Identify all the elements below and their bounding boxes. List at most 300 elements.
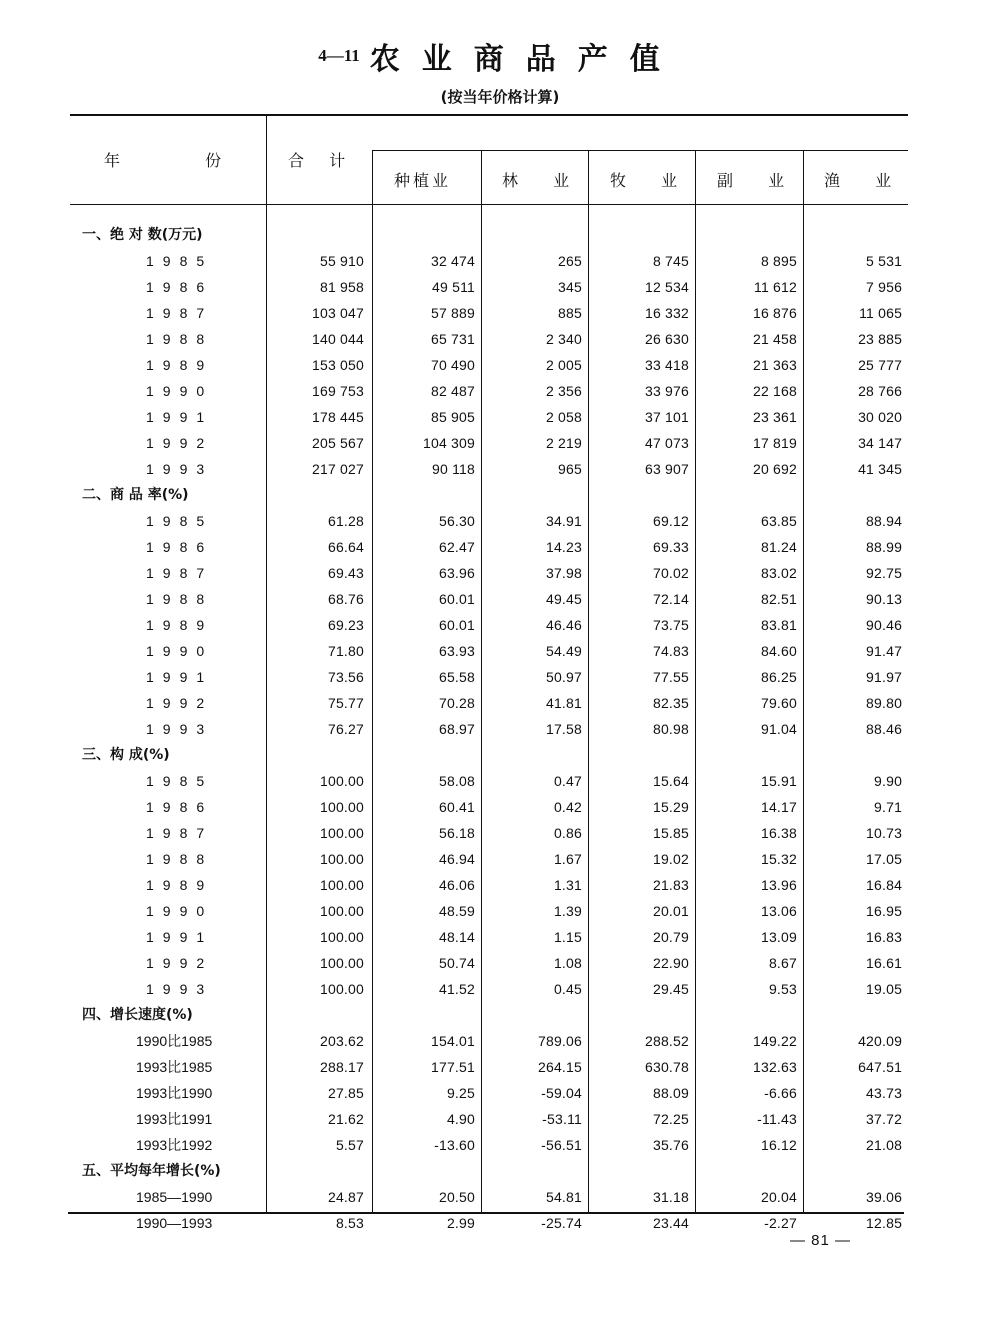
table-row bbox=[70, 248, 908, 274]
body-total-divider bbox=[372, 205, 373, 1212]
cell-fishery: 39.06 bbox=[866, 1189, 903, 1205]
cell-planting: 46.94 bbox=[438, 851, 475, 867]
cell-planting: 50.74 bbox=[438, 955, 475, 971]
cell-planting: 60.01 bbox=[438, 591, 475, 607]
cell-year: 1987 bbox=[146, 825, 214, 841]
cell-husbandry: 31.18 bbox=[652, 1189, 689, 1205]
cell-husbandry: 8 745 bbox=[652, 253, 689, 269]
cell-forestry: 49.45 bbox=[545, 591, 582, 607]
cell-sideline: 20 692 bbox=[752, 461, 797, 477]
cell-fishery: 90.13 bbox=[866, 591, 903, 607]
cell-forestry: 2 219 bbox=[545, 435, 582, 451]
cell-year: 1992 bbox=[146, 955, 214, 971]
cell-husbandry: 15.85 bbox=[652, 825, 689, 841]
cell-fishery: 21.08 bbox=[866, 1137, 903, 1153]
cell-forestry: 965 bbox=[558, 461, 582, 477]
cell-fishery: 10.73 bbox=[866, 825, 903, 841]
cell-year: 1990—1993 bbox=[136, 1215, 213, 1231]
body-year-divider bbox=[266, 205, 267, 1212]
cell-husbandry: 35.76 bbox=[652, 1137, 689, 1153]
cell-total: 169 753 bbox=[311, 383, 364, 399]
cell-year: 1993比1985 bbox=[136, 1059, 213, 1075]
cell-forestry: 17.58 bbox=[545, 721, 582, 737]
page-number: — 81 — bbox=[790, 1232, 852, 1249]
total-column-divider bbox=[372, 150, 373, 204]
cell-total: 69.23 bbox=[327, 617, 364, 633]
cell-husbandry: 12 534 bbox=[644, 279, 689, 295]
table-title bbox=[0, 34, 1000, 78]
year-column-divider bbox=[266, 116, 267, 204]
cell-husbandry: 63 907 bbox=[644, 461, 689, 477]
cell-forestry: 1.08 bbox=[553, 955, 582, 971]
cell-planting: 82 487 bbox=[430, 383, 475, 399]
cell-forestry: 1.67 bbox=[553, 851, 582, 867]
body-planting-divider bbox=[481, 205, 482, 1212]
cell-forestry: 2 340 bbox=[545, 331, 582, 347]
cell-planting: 68.97 bbox=[438, 721, 475, 737]
cell-total: 100.00 bbox=[319, 981, 364, 997]
cell-total: 100.00 bbox=[319, 825, 364, 841]
page-title: 农业商品产值 bbox=[369, 42, 682, 77]
subcolumn-top-rule bbox=[372, 150, 908, 151]
cell-forestry: 46.46 bbox=[545, 617, 582, 633]
cell-total: 100.00 bbox=[319, 903, 364, 919]
cell-year: 1989 bbox=[146, 877, 214, 893]
cell-forestry: 0.47 bbox=[553, 773, 582, 789]
table-row bbox=[70, 456, 908, 482]
cell-year: 1986 bbox=[146, 799, 214, 815]
table-subtitle: (按当年价格计算) bbox=[440, 88, 560, 106]
cell-year: 1989 bbox=[146, 617, 214, 633]
cell-year: 1988 bbox=[146, 331, 214, 347]
cell-forestry: 0.42 bbox=[553, 799, 582, 815]
sideline-column-divider bbox=[803, 150, 804, 204]
cell-year: 1989 bbox=[146, 357, 214, 373]
cell-planting: 60.01 bbox=[438, 617, 475, 633]
table-number: 4—11 bbox=[318, 46, 360, 65]
table-row bbox=[70, 274, 908, 300]
cell-year: 1986 bbox=[146, 539, 214, 555]
cell-year: 1990 bbox=[146, 643, 214, 659]
cell-planting: 20.50 bbox=[438, 1189, 475, 1205]
cell-forestry: 1.39 bbox=[553, 903, 582, 919]
table-row bbox=[70, 950, 908, 976]
table-row bbox=[70, 1132, 908, 1158]
cell-total: 27.85 bbox=[327, 1085, 364, 1101]
cell-planting: 49 511 bbox=[432, 279, 475, 295]
cell-year: 1990 bbox=[146, 903, 214, 919]
table-row bbox=[70, 352, 908, 378]
cell-husbandry: 74.83 bbox=[652, 643, 689, 659]
table-row bbox=[70, 794, 908, 820]
cell-total: 24.87 bbox=[327, 1189, 364, 1205]
cell-forestry: -25.74 bbox=[541, 1215, 582, 1231]
section-header-row bbox=[70, 482, 908, 508]
cell-husbandry: 15.29 bbox=[652, 799, 689, 815]
cell-total: 100.00 bbox=[319, 851, 364, 867]
header-planting: 种植业 bbox=[394, 171, 452, 190]
cell-husbandry: 16 332 bbox=[644, 305, 689, 321]
cell-forestry: 54.81 bbox=[545, 1189, 582, 1205]
cell-forestry: 0.45 bbox=[553, 981, 582, 997]
cell-forestry: 2 356 bbox=[545, 383, 582, 399]
cell-fishery: 88.46 bbox=[866, 721, 903, 737]
table-row bbox=[70, 638, 908, 664]
cell-sideline: 8 895 bbox=[760, 253, 797, 269]
cell-fishery: 7 956 bbox=[866, 279, 903, 295]
cell-year: 1991 bbox=[146, 669, 214, 685]
section-header-row bbox=[70, 1002, 908, 1028]
cell-total: 100.00 bbox=[319, 773, 364, 789]
cell-year: 1985 bbox=[146, 513, 214, 529]
cell-planting: -13.60 bbox=[434, 1137, 475, 1153]
cell-total: 61.28 bbox=[327, 513, 364, 529]
cell-husbandry: 80.98 bbox=[652, 721, 689, 737]
cell-forestry: 37.98 bbox=[545, 565, 582, 581]
cell-forestry: 264.15 bbox=[537, 1059, 582, 1075]
cell-fishery: 5 531 bbox=[866, 253, 903, 269]
cell-fishery: 16.61 bbox=[866, 955, 903, 971]
cell-total: 69.43 bbox=[327, 565, 364, 581]
table-row bbox=[70, 846, 908, 872]
cell-sideline: 16.12 bbox=[760, 1137, 797, 1153]
cell-total: 5.57 bbox=[335, 1137, 364, 1153]
cell-year: 1985 bbox=[146, 773, 214, 789]
cell-husbandry: 37 101 bbox=[644, 409, 689, 425]
cell-total: 140 044 bbox=[311, 331, 364, 347]
cell-total: 100.00 bbox=[319, 929, 364, 945]
header-sideline: 副 业 bbox=[717, 171, 785, 190]
cell-fishery: 89.80 bbox=[866, 695, 903, 711]
cell-forestry: -59.04 bbox=[541, 1085, 582, 1101]
table-row bbox=[70, 378, 908, 404]
table-row bbox=[70, 898, 908, 924]
cell-fishery: 420.09 bbox=[858, 1033, 903, 1049]
cell-forestry: 2 058 bbox=[545, 409, 582, 425]
cell-husbandry: 288.52 bbox=[644, 1033, 689, 1049]
cell-sideline: 132.63 bbox=[752, 1059, 797, 1075]
cell-husbandry: 26 630 bbox=[644, 331, 689, 347]
cell-year: 1991 bbox=[146, 929, 214, 945]
cell-fishery: 88.99 bbox=[866, 539, 903, 555]
table-row bbox=[70, 1054, 908, 1080]
cell-sideline: 13.09 bbox=[760, 929, 797, 945]
cell-planting: 63.93 bbox=[438, 643, 475, 659]
cell-sideline: 15.32 bbox=[760, 851, 797, 867]
cell-fishery: 88.94 bbox=[866, 513, 903, 529]
cell-forestry: 265 bbox=[558, 253, 582, 269]
section-header-row bbox=[70, 742, 908, 768]
cell-total: 8.53 bbox=[335, 1215, 364, 1231]
cell-fishery: 17.05 bbox=[866, 851, 903, 867]
body-forestry-divider bbox=[588, 205, 589, 1212]
cell-forestry: 1.15 bbox=[553, 929, 582, 945]
cell-forestry: 34.91 bbox=[545, 513, 582, 529]
cell-fishery: 16.83 bbox=[866, 929, 903, 945]
cell-total: 100.00 bbox=[319, 955, 364, 971]
header-forestry: 林 业 bbox=[502, 171, 570, 190]
cell-sideline: 79.60 bbox=[760, 695, 797, 711]
cell-sideline: 82.51 bbox=[760, 591, 797, 607]
cell-sideline: 149.22 bbox=[752, 1033, 797, 1049]
cell-forestry: -53.11 bbox=[542, 1111, 582, 1127]
cell-planting: 57 889 bbox=[430, 305, 475, 321]
section-header-row bbox=[70, 222, 908, 248]
cell-sideline: -11.43 bbox=[757, 1111, 797, 1127]
cell-total: 76.27 bbox=[327, 721, 364, 737]
cell-total: 71.80 bbox=[327, 643, 364, 659]
cell-planting: 58.08 bbox=[438, 773, 475, 789]
header-total: 合 计 bbox=[288, 151, 346, 170]
cell-year: 1985 bbox=[146, 253, 214, 269]
table-row bbox=[70, 560, 908, 586]
cell-total: 100.00 bbox=[319, 799, 364, 815]
cell-sideline: 20.04 bbox=[760, 1189, 797, 1205]
cell-planting: 62.47 bbox=[438, 539, 475, 555]
cell-sideline: 81.24 bbox=[760, 539, 797, 555]
cell-sideline: 17 819 bbox=[752, 435, 797, 451]
cell-husbandry: 72.25 bbox=[652, 1111, 689, 1127]
table-row bbox=[70, 1184, 908, 1210]
cell-sideline: -6.66 bbox=[764, 1085, 797, 1101]
cell-planting: 70 490 bbox=[430, 357, 475, 373]
cell-husbandry: 69.12 bbox=[652, 513, 689, 529]
header-husbandry: 牧 业 bbox=[610, 171, 678, 190]
cell-sideline: 9.53 bbox=[768, 981, 797, 997]
cell-fishery: 9.90 bbox=[874, 773, 903, 789]
section-label: 二、商 品 率(%) bbox=[82, 487, 189, 503]
cell-year: 1993 bbox=[146, 981, 214, 997]
cell-total: 66.64 bbox=[327, 539, 364, 555]
cell-total: 205 567 bbox=[311, 435, 364, 451]
cell-husbandry: 19.02 bbox=[652, 851, 689, 867]
cell-sideline: 83.81 bbox=[760, 617, 797, 633]
table-row bbox=[70, 924, 908, 950]
cell-fishery: 90.46 bbox=[866, 617, 903, 633]
cell-planting: 4.90 bbox=[446, 1111, 475, 1127]
table-row bbox=[70, 326, 908, 352]
table-row bbox=[70, 716, 908, 742]
cell-husbandry: 33 976 bbox=[644, 383, 689, 399]
cell-forestry: 54.49 bbox=[545, 643, 582, 659]
bottom-rule bbox=[68, 1212, 904, 1214]
cell-husbandry: 72.14 bbox=[652, 591, 689, 607]
cell-husbandry: 33 418 bbox=[644, 357, 689, 373]
data-table bbox=[70, 222, 908, 1236]
cell-total: 153 050 bbox=[311, 357, 364, 373]
cell-planting: 65 731 bbox=[430, 331, 475, 347]
cell-husbandry: 88.09 bbox=[652, 1085, 689, 1101]
cell-forestry: 0.86 bbox=[553, 825, 582, 841]
cell-fishery: 41 345 bbox=[858, 461, 903, 477]
cell-planting: 60.41 bbox=[438, 799, 475, 815]
cell-fishery: 37.72 bbox=[866, 1111, 903, 1127]
cell-total: 81 958 bbox=[319, 279, 364, 295]
cell-planting: 48.59 bbox=[438, 903, 475, 919]
cell-year: 1993比1991 bbox=[136, 1111, 213, 1127]
section-header-row bbox=[70, 1158, 908, 1184]
cell-sideline: 22 168 bbox=[752, 383, 797, 399]
table-row bbox=[70, 976, 908, 1002]
cell-fishery: 30 020 bbox=[858, 409, 903, 425]
cell-husbandry: 70.02 bbox=[652, 565, 689, 581]
cell-forestry: 41.81 bbox=[545, 695, 582, 711]
cell-planting: 41.52 bbox=[438, 981, 475, 997]
cell-planting: 65.58 bbox=[438, 669, 475, 685]
table-row bbox=[70, 820, 908, 846]
cell-sideline: 11 612 bbox=[754, 279, 797, 295]
cell-fishery: 92.75 bbox=[866, 565, 903, 581]
table-row bbox=[70, 1106, 908, 1132]
cell-husbandry: 23.44 bbox=[652, 1215, 689, 1231]
cell-total: 103 047 bbox=[311, 305, 364, 321]
cell-total: 21.62 bbox=[327, 1111, 364, 1127]
cell-year: 1987 bbox=[146, 305, 214, 321]
header-bottom-rule bbox=[70, 204, 908, 205]
cell-forestry: 789.06 bbox=[537, 1033, 582, 1049]
cell-husbandry: 20.79 bbox=[652, 929, 689, 945]
cell-year: 1993比1992 bbox=[136, 1137, 213, 1153]
cell-sideline: 23 361 bbox=[752, 409, 797, 425]
cell-planting: 90 118 bbox=[432, 461, 475, 477]
table-row bbox=[70, 404, 908, 430]
cell-planting: 177.51 bbox=[430, 1059, 475, 1075]
section-label: 五、平均每年增长(%) bbox=[82, 1163, 221, 1179]
cell-year: 1993 bbox=[146, 461, 214, 477]
cell-year: 1985—1990 bbox=[136, 1189, 213, 1205]
cell-planting: 32 474 bbox=[430, 253, 475, 269]
cell-year: 1992 bbox=[146, 695, 214, 711]
table-row bbox=[70, 664, 908, 690]
cell-year: 1986 bbox=[146, 279, 214, 295]
table-row bbox=[70, 872, 908, 898]
table-row bbox=[70, 768, 908, 794]
cell-husbandry: 630.78 bbox=[644, 1059, 689, 1075]
cell-forestry: 1.31 bbox=[553, 877, 582, 893]
cell-planting: 2.99 bbox=[446, 1215, 475, 1231]
cell-year: 1993比1990 bbox=[136, 1085, 213, 1101]
cell-sideline: 63.85 bbox=[760, 513, 797, 529]
cell-forestry: 885 bbox=[558, 305, 582, 321]
husbandry-column-divider bbox=[695, 150, 696, 204]
cell-sideline: -2.27 bbox=[764, 1215, 797, 1231]
cell-husbandry: 22.90 bbox=[652, 955, 689, 971]
cell-total: 203.62 bbox=[319, 1033, 364, 1049]
cell-fishery: 23 885 bbox=[858, 331, 903, 347]
cell-total: 75.77 bbox=[327, 695, 364, 711]
cell-planting: 70.28 bbox=[438, 695, 475, 711]
cell-fishery: 25 777 bbox=[858, 357, 903, 373]
header-fishery: 渔 业 bbox=[824, 171, 892, 190]
cell-fishery: 19.05 bbox=[866, 981, 903, 997]
cell-year: 1988 bbox=[146, 591, 214, 607]
table-row bbox=[70, 586, 908, 612]
cell-planting: 154.01 bbox=[430, 1033, 475, 1049]
cell-total: 288.17 bbox=[319, 1059, 364, 1075]
cell-planting: 46.06 bbox=[438, 877, 475, 893]
cell-total: 217 027 bbox=[311, 461, 364, 477]
cell-fishery: 12.85 bbox=[866, 1215, 903, 1231]
cell-year: 1990 bbox=[146, 383, 214, 399]
body-husbandry-divider bbox=[695, 205, 696, 1212]
cell-fishery: 16.84 bbox=[866, 877, 903, 893]
cell-planting: 48.14 bbox=[438, 929, 475, 945]
cell-planting: 104 309 bbox=[422, 435, 475, 451]
table-row bbox=[70, 1080, 908, 1106]
section-label: 三、构 成(%) bbox=[82, 747, 170, 763]
table-row bbox=[70, 612, 908, 638]
cell-total: 73.56 bbox=[327, 669, 364, 685]
cell-year: 1987 bbox=[146, 565, 214, 581]
table-row bbox=[70, 430, 908, 456]
cell-husbandry: 29.45 bbox=[652, 981, 689, 997]
body-sideline-divider bbox=[803, 205, 804, 1212]
cell-fishery: 16.95 bbox=[866, 903, 903, 919]
cell-year: 1993 bbox=[146, 721, 214, 737]
header-year: 年 份 bbox=[104, 151, 222, 170]
cell-husbandry: 20.01 bbox=[652, 903, 689, 919]
cell-husbandry: 69.33 bbox=[652, 539, 689, 555]
cell-sideline: 21 363 bbox=[752, 357, 797, 373]
cell-sideline: 83.02 bbox=[760, 565, 797, 581]
cell-planting: 56.18 bbox=[438, 825, 475, 841]
table-row bbox=[70, 690, 908, 716]
cell-sideline: 16 876 bbox=[752, 305, 797, 321]
cell-fishery: 91.47 bbox=[866, 643, 903, 659]
cell-husbandry: 47 073 bbox=[644, 435, 689, 451]
cell-sideline: 21 458 bbox=[752, 331, 797, 347]
cell-sideline: 86.25 bbox=[760, 669, 797, 685]
cell-planting: 63.96 bbox=[438, 565, 475, 581]
cell-husbandry: 21.83 bbox=[652, 877, 689, 893]
cell-fishery: 91.97 bbox=[866, 669, 903, 685]
cell-forestry: 50.97 bbox=[545, 669, 582, 685]
cell-fishery: 34 147 bbox=[858, 435, 903, 451]
cell-planting: 56.30 bbox=[438, 513, 475, 529]
cell-total: 55 910 bbox=[319, 253, 364, 269]
cell-husbandry: 73.75 bbox=[652, 617, 689, 633]
table-row bbox=[70, 534, 908, 560]
cell-planting: 85 905 bbox=[430, 409, 475, 425]
cell-total: 100.00 bbox=[319, 877, 364, 893]
cell-sideline: 8.67 bbox=[768, 955, 797, 971]
cell-sideline: 91.04 bbox=[760, 721, 797, 737]
cell-husbandry: 77.55 bbox=[652, 669, 689, 685]
table-row bbox=[70, 1028, 908, 1054]
cell-forestry: 2 005 bbox=[545, 357, 582, 373]
cell-sideline: 14.17 bbox=[760, 799, 797, 815]
cell-sideline: 16.38 bbox=[760, 825, 797, 841]
cell-sideline: 13.96 bbox=[760, 877, 797, 893]
cell-fishery: 647.51 bbox=[858, 1059, 903, 1075]
top-rule bbox=[70, 114, 908, 116]
section-label: 四、增长速度(%) bbox=[82, 1007, 193, 1023]
cell-sideline: 84.60 bbox=[760, 643, 797, 659]
cell-total: 68.76 bbox=[327, 591, 364, 607]
cell-sideline: 15.91 bbox=[760, 773, 797, 789]
cell-year: 1990比1985 bbox=[136, 1033, 213, 1049]
cell-forestry: 345 bbox=[558, 279, 582, 295]
cell-fishery: 43.73 bbox=[866, 1085, 903, 1101]
table-row bbox=[70, 508, 908, 534]
cell-year: 1992 bbox=[146, 435, 214, 451]
cell-year: 1988 bbox=[146, 851, 214, 867]
cell-planting: 9.25 bbox=[446, 1085, 475, 1101]
cell-fishery: 28 766 bbox=[858, 383, 903, 399]
cell-fishery: 11 065 bbox=[859, 305, 903, 321]
cell-forestry: 14.23 bbox=[545, 539, 582, 555]
cell-husbandry: 15.64 bbox=[652, 773, 689, 789]
